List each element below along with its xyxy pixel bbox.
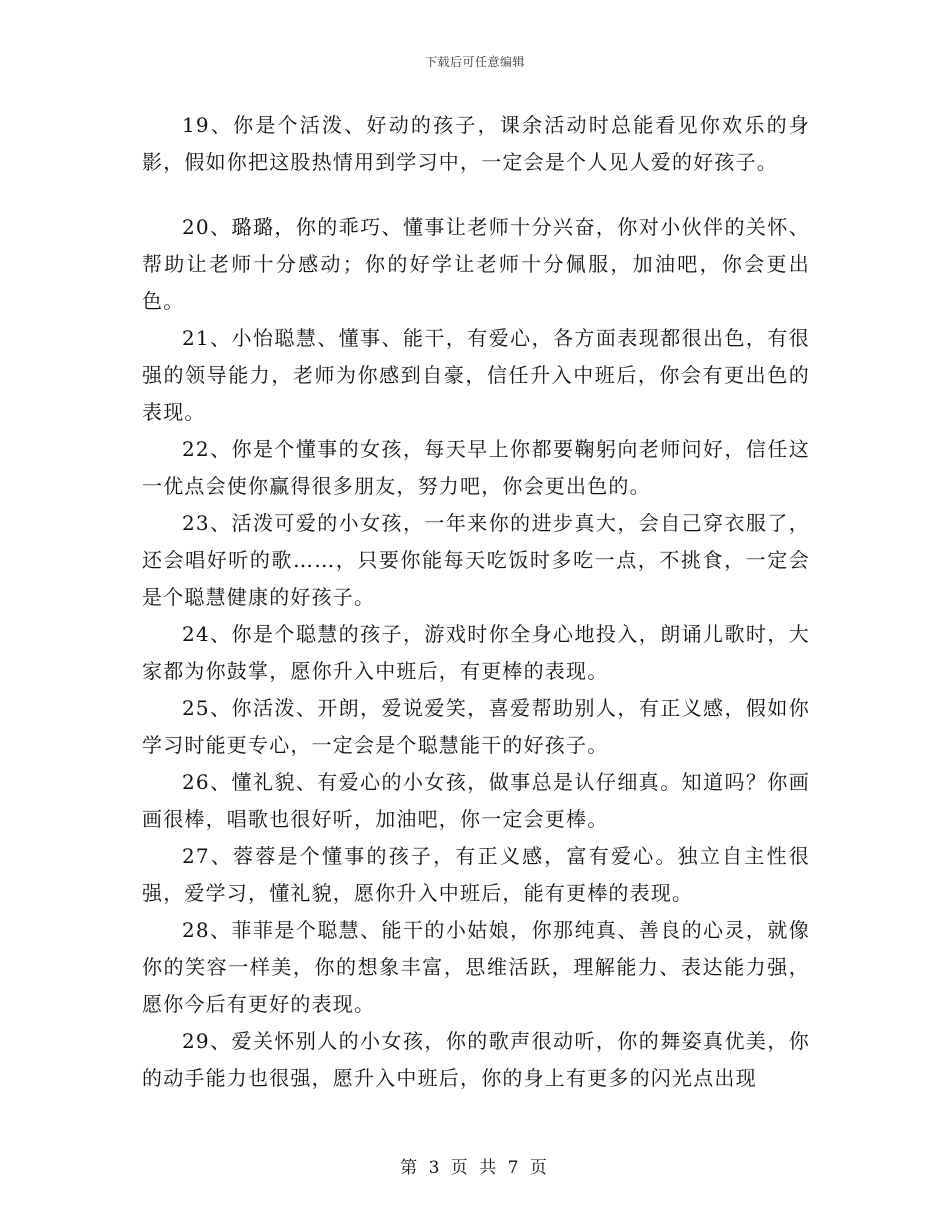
paragraph-gap [142,181,810,209]
paragraph-20: 20、璐璐，你的乖巧、懂事让老师十分兴奋，你对小伙伴的关怀、帮助让老师十分感动；你的好学让老师十分佩服，加油吧，你会更出色。 [142,215,810,313]
paragraph-22: 22、你是个懂事的女孩，每天早上你都要鞠躬向老师问好，信任这一优点会使你赢得很多朋友，努力吧，你会更出色的。 [142,437,810,498]
paragraph-23: 23、活泼可爱的小女孩，一年来你的进步真大，会自己穿衣服了，还会唱好听的歌……，只要你能每天吃饭时多吃一点，不挑食，一定会是个聪慧健康的好孩子。 [142,511,810,609]
paragraph-29: 29、爱关怀别人的小女孩，你的歌声很动听，你的舞姿真优美，你的动手能力也很强，愿升入中班后，你的身上有更多的闪光点出现 [142,1029,810,1090]
paragraph-26: 26、懂礼貌、有爱心的小女孩，做事总是认仔细真。知道吗？你画画很棒，唱歌也很好听，加油吧，你一定会更棒。 [142,770,810,831]
paragraph-25: 25、你活泼、开朗，爱说爱笑，喜爱帮助别人，有正义感，假如你学习时能更专心，一定会是个聪慧能干的好孩子。 [142,696,810,757]
paragraph-27: 27、蓉蓉是个懂事的孩子，有正义感，富有爱心。独立自主性很强，爱学习，懂礼貌，愿你升入中班后，能有更棒的表现。 [142,844,810,905]
paragraph-28: 28、菲菲是个聪慧、能干的小姑娘，你那纯真、善良的心灵，就像你的笑容一样美，你的想象丰富，思维活跃，理解能力、表达能力强，愿你今后有更好的表现。 [142,918,810,1016]
page-header: 下载后可任意编辑 [424,55,525,69]
paragraph-24: 24、你是个聪慧的孩子，游戏时你全身心地投入，朗诵儿歌时，大家都为你鼓掌，愿你升入中班后，有更棒的表现。 [142,622,810,683]
paragraph-21: 21、小怡聪慧、懂事、能干，有爱心，各方面表现都很出色，有很强的领导能力，老师为你感到自豪，信任升入中班后，你会有更出色的表现。 [142,326,810,424]
page-number: 第 3 页 共 7 页 [400,1158,550,1178]
document-body [142,107,810,1097]
paragraph-19: 19、你是个活泼、好动的孩子，课余活动时总能看见你欢乐的身影，假如你把这股热情用到学习中，一定会是个人见人爱的好孩子。 [142,113,810,174]
